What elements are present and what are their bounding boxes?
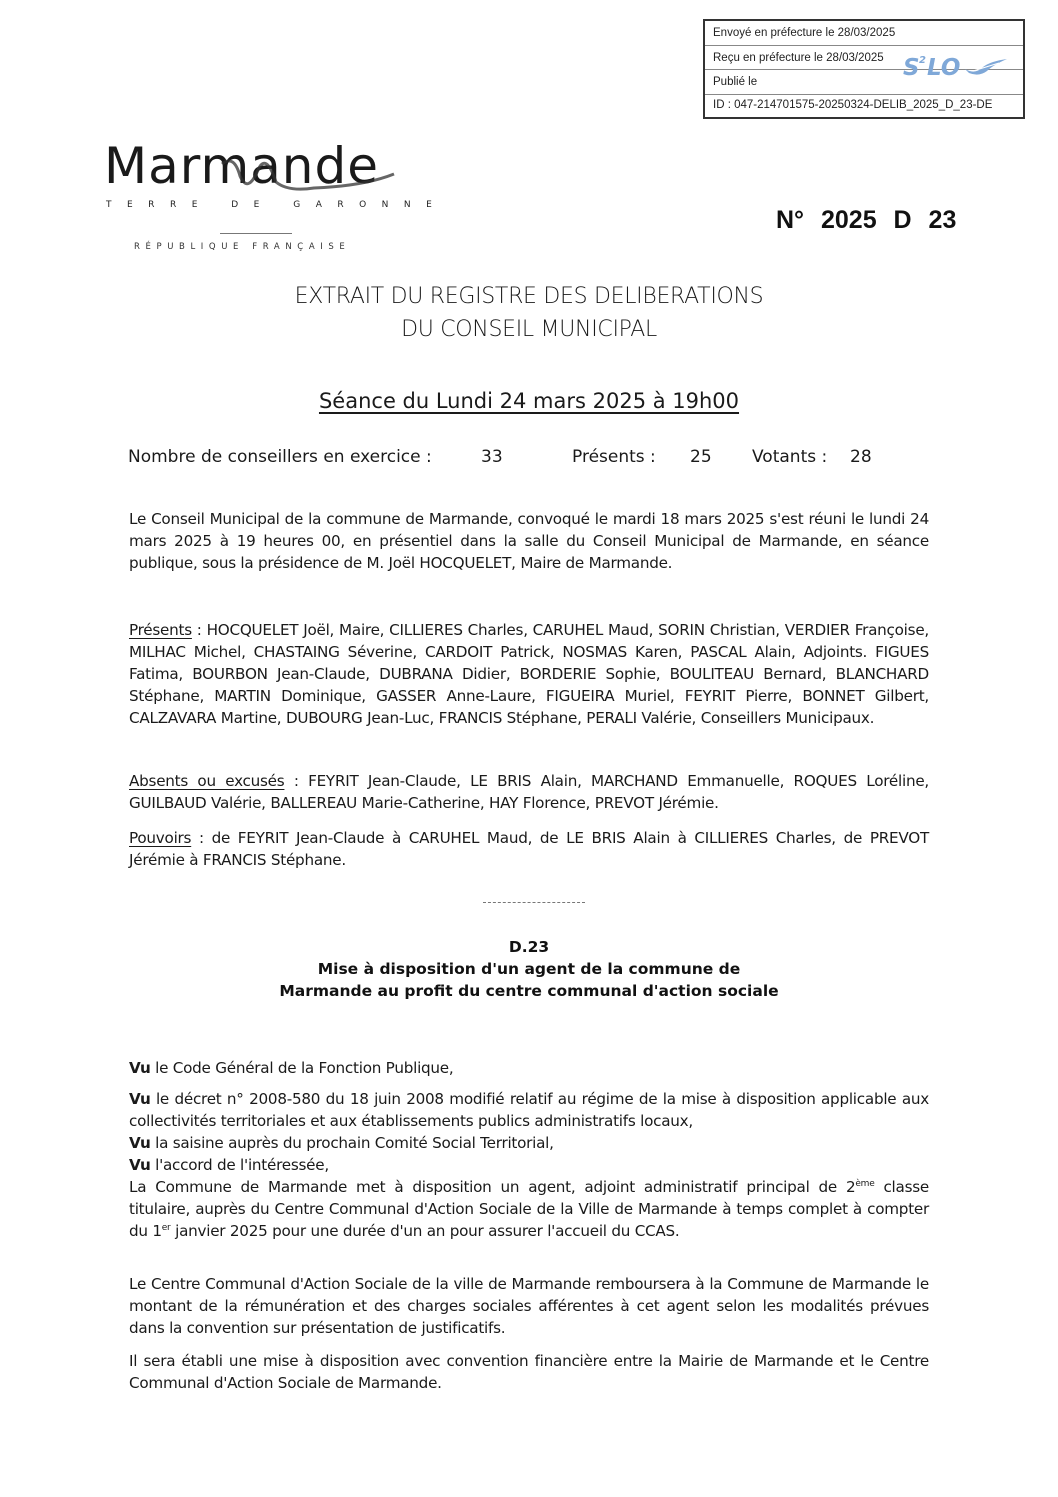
vu-keyword: Vu (129, 1059, 151, 1077)
deliberation-number: N° 2025 D 23 (776, 206, 957, 234)
vu-code-general (129, 1057, 929, 1079)
document-title-line1: EXTRAIT DU REGISTRE DES DELIBERATIONS (294, 284, 764, 309)
remboursement-paragraph: Le Centre Communal d'Action Sociale de la ville de Marmande remboursera à la Commune de Marmande le montant de la rémunération et des charges sociales afférentes à cet agent selon les modalités prévues dans la convention sur présentation de justificatifs. (129, 1275, 929, 1337)
vu-keyword: Vu (129, 1156, 151, 1174)
convention-paragraph: Il sera établi une mise à disposition avec convention financière entre la Mairie de Marmande et le Centre Communal d'Action Sociale de Marmande. (129, 1352, 929, 1392)
vu-text: le décret n° 2008-580 du 18 juin 2008 modifié relatif au régime de la mise à disposition applicable aux collectivités territoriales et aux établissements publics administratifs locaux, (129, 1090, 929, 1130)
stamp-received-date: Reçu en préfecture le 28/03/2025 (713, 52, 884, 64)
exercice-value: 33 (481, 447, 503, 467)
logo-republique: RÉPUBLIQUE FRANÇAISE (134, 242, 351, 252)
mise-a-disposition-paragraph (129, 1176, 929, 1242)
deliberation-code: D.23 (508, 938, 550, 956)
pouvoirs-label: Pouvoirs (129, 829, 192, 847)
pouvoirs-list: : de FEYRIT Jean-Claude à CARUHEL Maud, de LE BRIS Alain à CILLIERES Charles, de PREVOT Jérémie à FRANCIS Stéphane. (129, 829, 929, 869)
absents-label: Absents ou excusés (129, 772, 285, 790)
vu-decret (129, 1088, 929, 1132)
presents-label: Présents (129, 621, 192, 639)
document-title-line2: DU CONSEIL MUNICIPAL (401, 317, 657, 342)
marmande-logo (104, 137, 448, 258)
vu-text: l'accord de l'intéressée, (150, 1156, 329, 1174)
s2lo-logo-icon (903, 51, 1011, 81)
presents-paragraph (129, 619, 929, 729)
pouvoirs-paragraph (129, 827, 929, 871)
presents-list: : HOCQUELET Joël, Maire, CILLIERES Charles, CARUHEL Maud, SORIN Christian, VERDIER Françoise, MILHAC Michel, CHASTAING Séverine, CARDOIT Patrick, NOSMAS Karen, PASCAL Alain, Adjoints. FIGUES Fatima, BOURBON Jean-Claude, DUBRANA Didier, BORDERIE Sophie, BOULITEAU Bernard, BLANCHARD Stéphane, MARTIN Dominique, GASSER Anne-Laure, FIGUEIRA Muriel, FEYRIT Pierre, BONNET Gilbert, CALZAVARA Martine, DUBOURG Jean-Luc, FRANCIS Stéphane, PERALI Valérie, Conseillers Municipaux. (129, 621, 929, 727)
absents-list: : FEYRIT Jean-Claude, LE BRIS Alain, MARCHAND Emmanuelle, ROQUES Loréline, GUILBAUD Valérie, BALLEREAU Marie-Catherine, HAY Florence, PREVOT Jérémie. (129, 772, 929, 812)
votants-label: Votants : (752, 447, 828, 467)
stamp-published: Publié le (713, 76, 758, 88)
stamp-id: ID : 047-214701575-20250324-DELIB_2025_D_23-DE (713, 99, 993, 111)
superscript: ème (855, 1178, 875, 1189)
deliberation-subject-line1: Mise à disposition d'un agent de la commune de (317, 960, 741, 978)
presents-value: 25 (690, 447, 712, 467)
svg-text:LO: LO (927, 55, 961, 81)
stamp-divider (705, 45, 1023, 46)
logo-wordmark: Marmande (104, 137, 379, 195)
section-divider (483, 902, 585, 903)
votants-value: 28 (850, 447, 872, 467)
intro-paragraph: Le Conseil Municipal de la commune de Marmande, convoqué le mardi 18 mars 2025 s'est réuni le lundi 24 mars 2025 à 19 heures 00, en présentiel dans la salle du Conseil Municipal de Marmande, en séance publique, sous la présidence de M. Joël HOCQUELET, Maire de Marmande. (129, 510, 929, 572)
svg-text:2: 2 (919, 55, 926, 66)
superscript: er (161, 1222, 171, 1233)
stamp-divider (705, 94, 1023, 95)
stamp-sent-date: Envoyé en préfecture le 28/03/2025 (713, 27, 896, 39)
logo-divider (220, 233, 292, 234)
vu-keyword: Vu (129, 1134, 151, 1152)
exercice-label: Nombre de conseillers en exercice : (128, 447, 432, 467)
paragraph-text: janvier 2025 pour une durée d'un an pour assurer l'accueil du CCAS. (170, 1222, 680, 1240)
logo-tagline: TERRE DE GARONNE (106, 200, 448, 210)
absents-paragraph (129, 770, 929, 814)
session-date: Séance du Lundi 24 mars 2025 à 19h00 (318, 389, 740, 413)
vu-text: le Code Général de la Fonction Publique, (150, 1059, 454, 1077)
vu-accord (129, 1154, 929, 1176)
paragraph-text: La Commune de Marmande met à disposition un agent, adjoint administratif principal de 2 (129, 1178, 856, 1196)
prefecture-stamp (703, 19, 1025, 119)
deliberation-subject-line2: Marmande au profit du centre communal d'action sociale (279, 982, 779, 1000)
paragraph-text: classe titulaire, auprès du Centre Communal d'Action Sociale de la Ville de Marmande à temps complet à compter du 1 (129, 1178, 929, 1240)
vu-keyword: Vu (129, 1090, 151, 1108)
vu-saisine (129, 1132, 929, 1154)
presents-label: Présents : (572, 447, 656, 467)
garonne-wave-icon (204, 146, 404, 196)
svg-text:S: S (903, 55, 920, 81)
vu-text: la saisine auprès du prochain Comité Social Territorial, (150, 1134, 554, 1152)
